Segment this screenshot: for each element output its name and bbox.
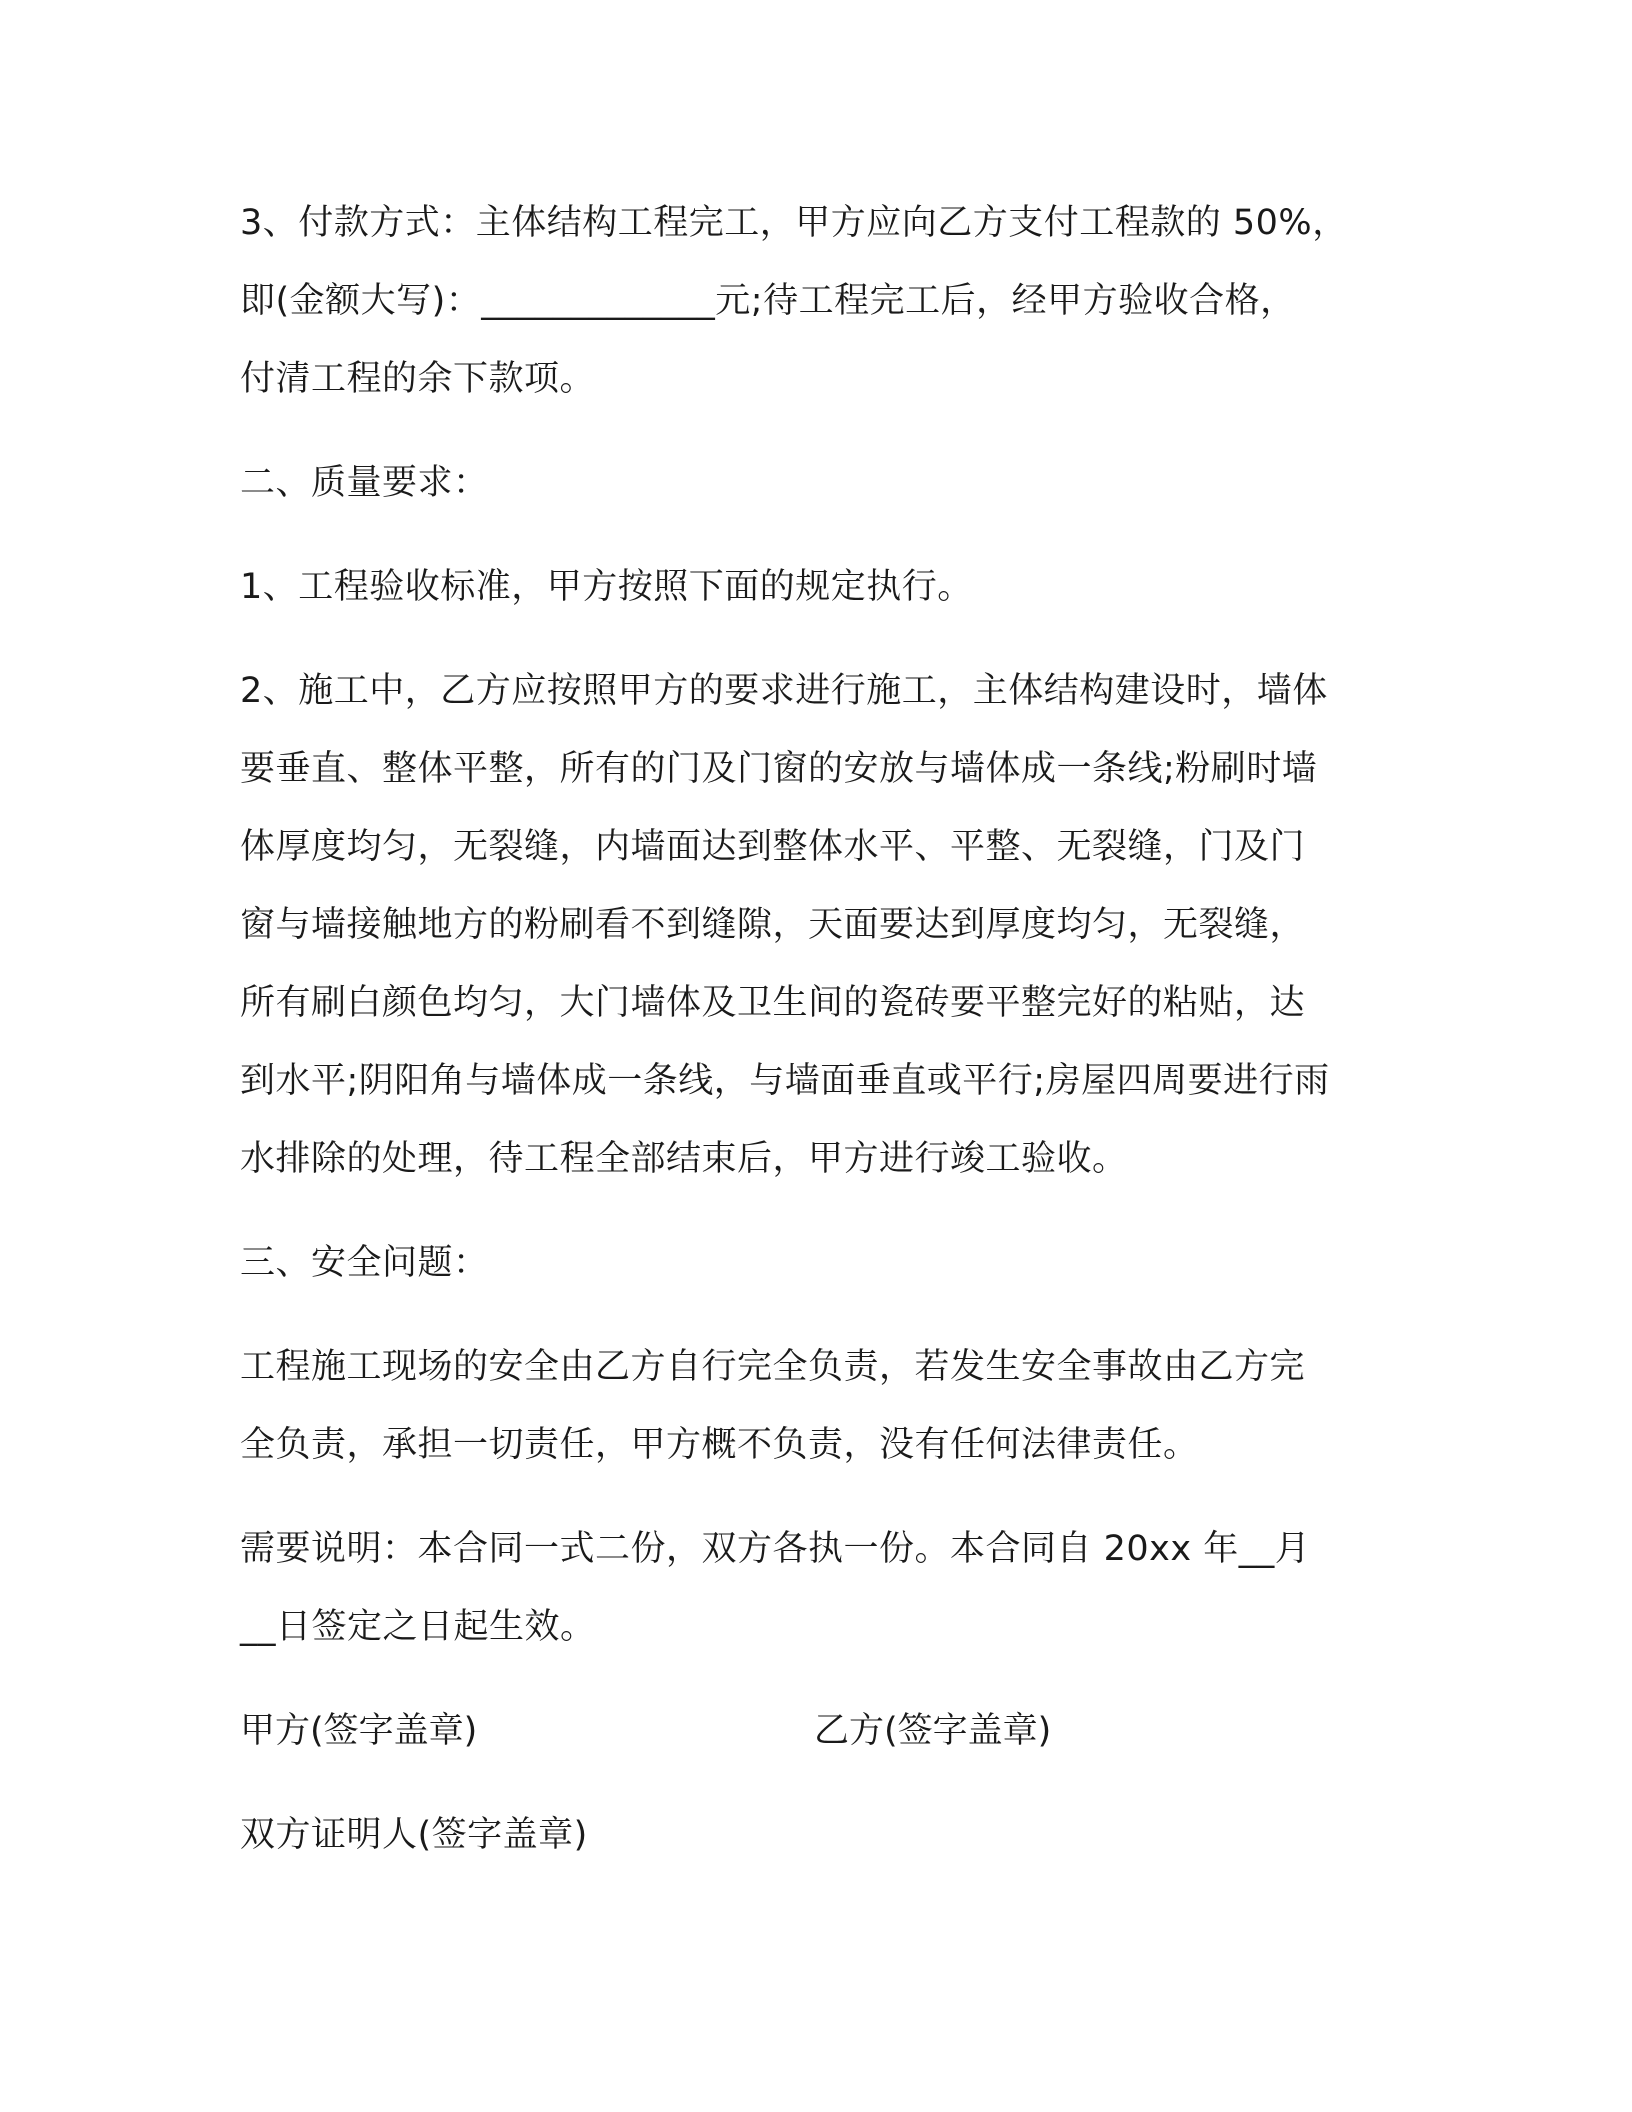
payment-line-2: 即(金额大写)：_____________元;待工程完工后，经甲方验收合格， <box>240 281 1296 321</box>
payment-clause <box>240 184 1400 418</box>
party-b-signature: 乙方(签字盖章) <box>814 1711 1052 1751</box>
note-line-1: 需要说明：本合同一式二份，双方各执一份。本合同自 20xx 年__月 <box>240 1529 1311 1569</box>
quality-item-2-line: 2、施工中，乙方应按照甲方的要求进行施工，主体结构建设时，墙体 <box>240 671 1328 711</box>
safety-clause <box>240 1328 1400 1484</box>
payment-line-3: 付清工程的余下款项。 <box>240 359 596 399</box>
safety-heading: 三、安全问题： <box>240 1243 489 1283</box>
quality-item-2-line: 体厚度均匀，无裂缝，内墙面达到整体水平、平整、无裂缝，门及门 <box>240 827 1306 867</box>
note-clause <box>240 1510 1400 1666</box>
payment-line-1: 3、付款方式：主体结构工程完工，甲方应向乙方支付工程款的 50%， <box>240 203 1348 243</box>
quality-item-2-line: 到水平;阴阳角与墙体成一条线，与墙面垂直或平行;房屋四周要进行雨 <box>240 1061 1330 1101</box>
quality-item-1: 1、工程验收标准，甲方按照下面的规定执行。 <box>240 567 973 607</box>
witness-signature: 双方证明人(签字盖章) <box>240 1815 588 1855</box>
safety-line-1: 工程施工现场的安全由乙方自行完全负责，若发生安全事故由乙方完 <box>240 1347 1306 1387</box>
safety-line-2: 全负责，承担一切责任，甲方概不负责，没有任何法律责任。 <box>240 1425 1199 1465</box>
note-line-2: __日签定之日起生效。 <box>240 1607 596 1647</box>
quality-item-2-line: 要垂直、整体平整，所有的门及门窗的安放与墙体成一条线;粉刷时墙 <box>240 749 1318 789</box>
quality-item-2-line: 水排除的处理，待工程全部结束后，甲方进行竣工验收。 <box>240 1139 1128 1179</box>
quality-item-2-line: 窗与墙接触地方的粉刷看不到缝隙，天面要达到厚度均匀，无裂缝， <box>240 905 1306 945</box>
party-a-signature: 甲方(签字盖章) <box>240 1711 478 1751</box>
quality-item-2 <box>240 652 1400 1198</box>
quality-heading: 二、质量要求： <box>240 463 489 503</box>
quality-item-2-line: 所有刷白颜色均匀，大门墙体及卫生间的瓷砖要平整完好的粘贴，达 <box>240 983 1306 1023</box>
signature-row <box>240 1692 1400 1770</box>
document-body <box>240 184 1400 1900</box>
